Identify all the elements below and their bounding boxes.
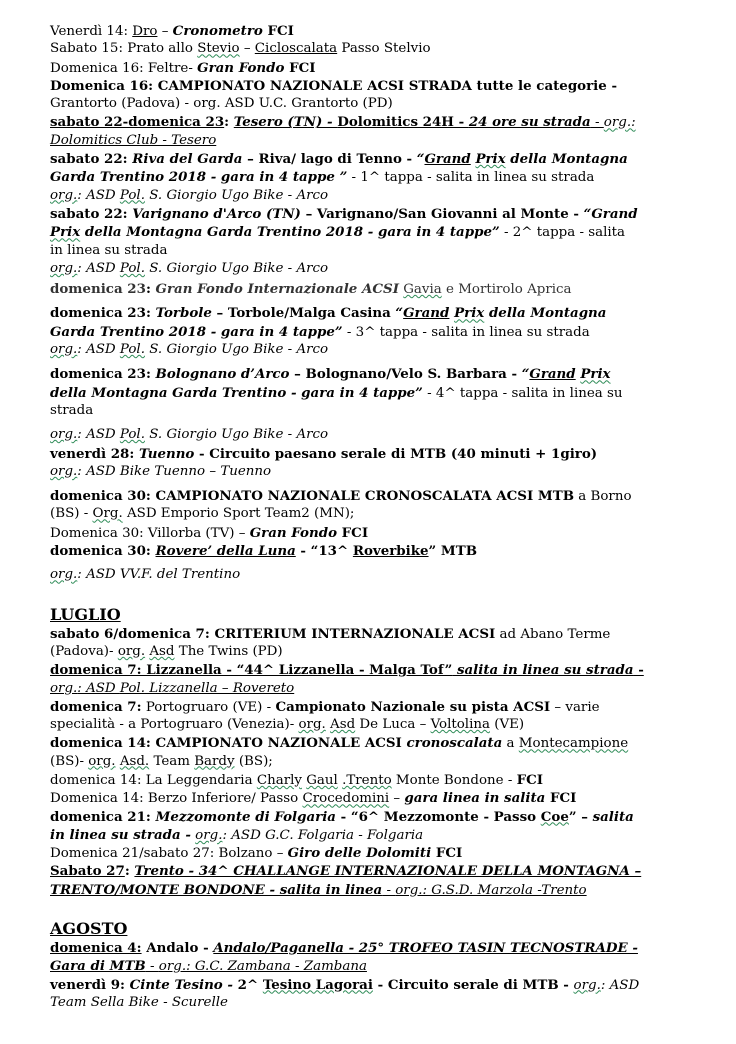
- event-line: Grantorto (Padova) - org. ASD U.C. Grantorto (PD): [50, 96, 393, 112]
- event-line: specialità - a Portogruaro (Venezia)- org. Asd De Luca – Voltolina (VE): [50, 717, 525, 733]
- event-line: Garda Trentino 2018 - gara in 4 tappe” - 3^ tappa - salita in linea su strada: [50, 323, 590, 340]
- event-line: (BS)- org. Asd. Team Bardy (BS);: [50, 753, 273, 769]
- event-line: org.: ASD Pol. Lizzanella – Rovereto: [50, 680, 295, 696]
- event-line: domenica 14: CAMPIONATO NAZIONALE ACSI cronoscalata a Montecampione: [50, 735, 629, 752]
- event-line: (BS) - Org. ASD Emporio Sport Team2 (MN);: [50, 506, 355, 522]
- event-line: domenica 30: Rovere’ della Luna - “13^ Roverbike” MTB: [50, 543, 478, 560]
- event-line: Sabato 15: Prato allo Stevio – Cicloscalata Passo Stelvio: [50, 41, 431, 57]
- event-line: Sabato 27: Trento - 34^ CHALLANGE INTERNAZIONALE DELLA MONTAGNA –: [50, 863, 642, 880]
- event-line: Domenica 16: CAMPIONATO NAZIONALE ACSI STRADA tutte le categorie -: [50, 77, 617, 94]
- event-line: Team Sella Bike - Scurelle: [50, 994, 228, 1010]
- event-line: domenica 4: Andalo - Andalo/Paganella - 25° TROFEO TASIN TECNOSTRADE -: [50, 940, 638, 957]
- event-line: sabato 22: Riva del Garda – Riva/ lago di Tenno - “Grand Prix della Montagna: [50, 151, 628, 168]
- event-line: org.: ASD VV.F. del Trentino: [50, 567, 241, 583]
- event-line: sabato 22-domenica 23: Tesero (TN) - Dolomitics 24H - 24 ore su strada - org.:: [50, 114, 636, 131]
- event-line: domenica 7: Lizzanella - “44^ Lizzanella - Malga Tof” salita in linea su strada -: [50, 662, 644, 679]
- event-line: Garda Trentino 2018 - gara in 4 tappe ” - 1^ tappa - salita in linea su strada: [50, 169, 595, 186]
- event-line: Dolomitics Club - Tesero: [50, 132, 217, 148]
- event-line: org.: ASD Pol. S. Giorgio Ugo Bike - Arco: [50, 260, 329, 276]
- event-line: domenica 21: Mezzomonte di Folgaria - “6^ Mezzomonte - Passo Coe” – salita: [50, 808, 634, 825]
- event-line: domenica 7: Portogruaro (VE) - Campionato Nazionale su pista ACSI – varie: [50, 698, 600, 715]
- month-heading-luglio: LUGLIO: [50, 604, 121, 624]
- event-line: domenica 30: CAMPIONATO NAZIONALE CRONOSCALATA ACSI MTB a Borno: [50, 488, 632, 505]
- event-line: Domenica 30: Villorba (TV) – Gran Fondo FCI: [50, 524, 369, 541]
- event-line: org.: ASD Pol. S. Giorgio Ugo Bike - Arco: [50, 342, 329, 358]
- event-line: sabato 6/domenica 7: CRITERIUM INTERNAZIONALE ACSI ad Abano Terme: [50, 625, 611, 642]
- month-heading-agosto: AGOSTO: [50, 919, 128, 939]
- event-line: (Padova)- org. Asd The Twins (PD): [50, 643, 283, 659]
- event-line: della Montagna Garda Trentino - gara in 4 tappe” - 4^ tappa - salita in linea su: [50, 384, 623, 401]
- event-line: domenica 14: La Leggendaria Charly Gaul .Trento Monte Bondone - FCI: [50, 771, 544, 788]
- event-line: in linea su strada - org.: ASD G.C. Folgaria - Folgaria: [50, 826, 424, 843]
- event-line: org.: ASD Bike Tuenno – Tuenno: [50, 463, 272, 479]
- event-line: sabato 22: Varignano d'Arco (TN) – Varignano/San Giovanni al Monte - “Grand: [50, 205, 638, 222]
- event-line: venerdì 9: Cinte Tesino - 2^ Tesino Lagorai - Circuito serale di MTB - org.: ASD: [50, 976, 640, 993]
- event-line: in linea su strada: [50, 242, 168, 258]
- event-line: Prix della Montagna Garda Trentino 2018 - gara in 4 tappe” - 2^ tappa - salita: [50, 224, 626, 241]
- event-line: TRENTO/MONTE BONDONE - salita in linea - org.: G.S.D. Marzola -Trento: [50, 881, 587, 898]
- event-line: venerdì 28: Tuenno - Circuito paesano serale di MTB (40 minuti + 1giro): [50, 445, 598, 462]
- event-line: Gara di MTB - org.: G.C. Zambana - Zambana: [50, 958, 367, 975]
- event-line: Venerdì 14: Dro – Cronometro FCI: [50, 23, 294, 39]
- event-line: Domenica 16: Feltre- Gran Fondo FCI: [50, 59, 316, 76]
- event-line: domenica 23: Gran Fondo Internazionale ACSI Gavia e Mortirolo Aprica: [50, 281, 572, 298]
- event-line: Domenica 14: Berzo Inferiore/ Passo Crocedomini – gara linea in salita FCI: [50, 790, 577, 807]
- event-line: org.: ASD Pol. S. Giorgio Ugo Bike - Arco: [50, 187, 329, 203]
- event-line: strada: [50, 402, 94, 418]
- event-line: Domenica 21/sabato 27: Bolzano – Giro delle Dolomiti FCI: [50, 845, 463, 862]
- event-line: domenica 23: Bolognano d’Arco – Bolognano/Velo S. Barbara - “Grand Prix: [50, 366, 611, 383]
- event-line: domenica 23: Torbole – Torbole/Malga Casina “Grand Prix della Montagna: [50, 305, 607, 322]
- document-page: [50, 22, 702, 1012]
- event-line: org.: ASD Pol. S. Giorgio Ugo Bike - Arco: [50, 427, 329, 443]
